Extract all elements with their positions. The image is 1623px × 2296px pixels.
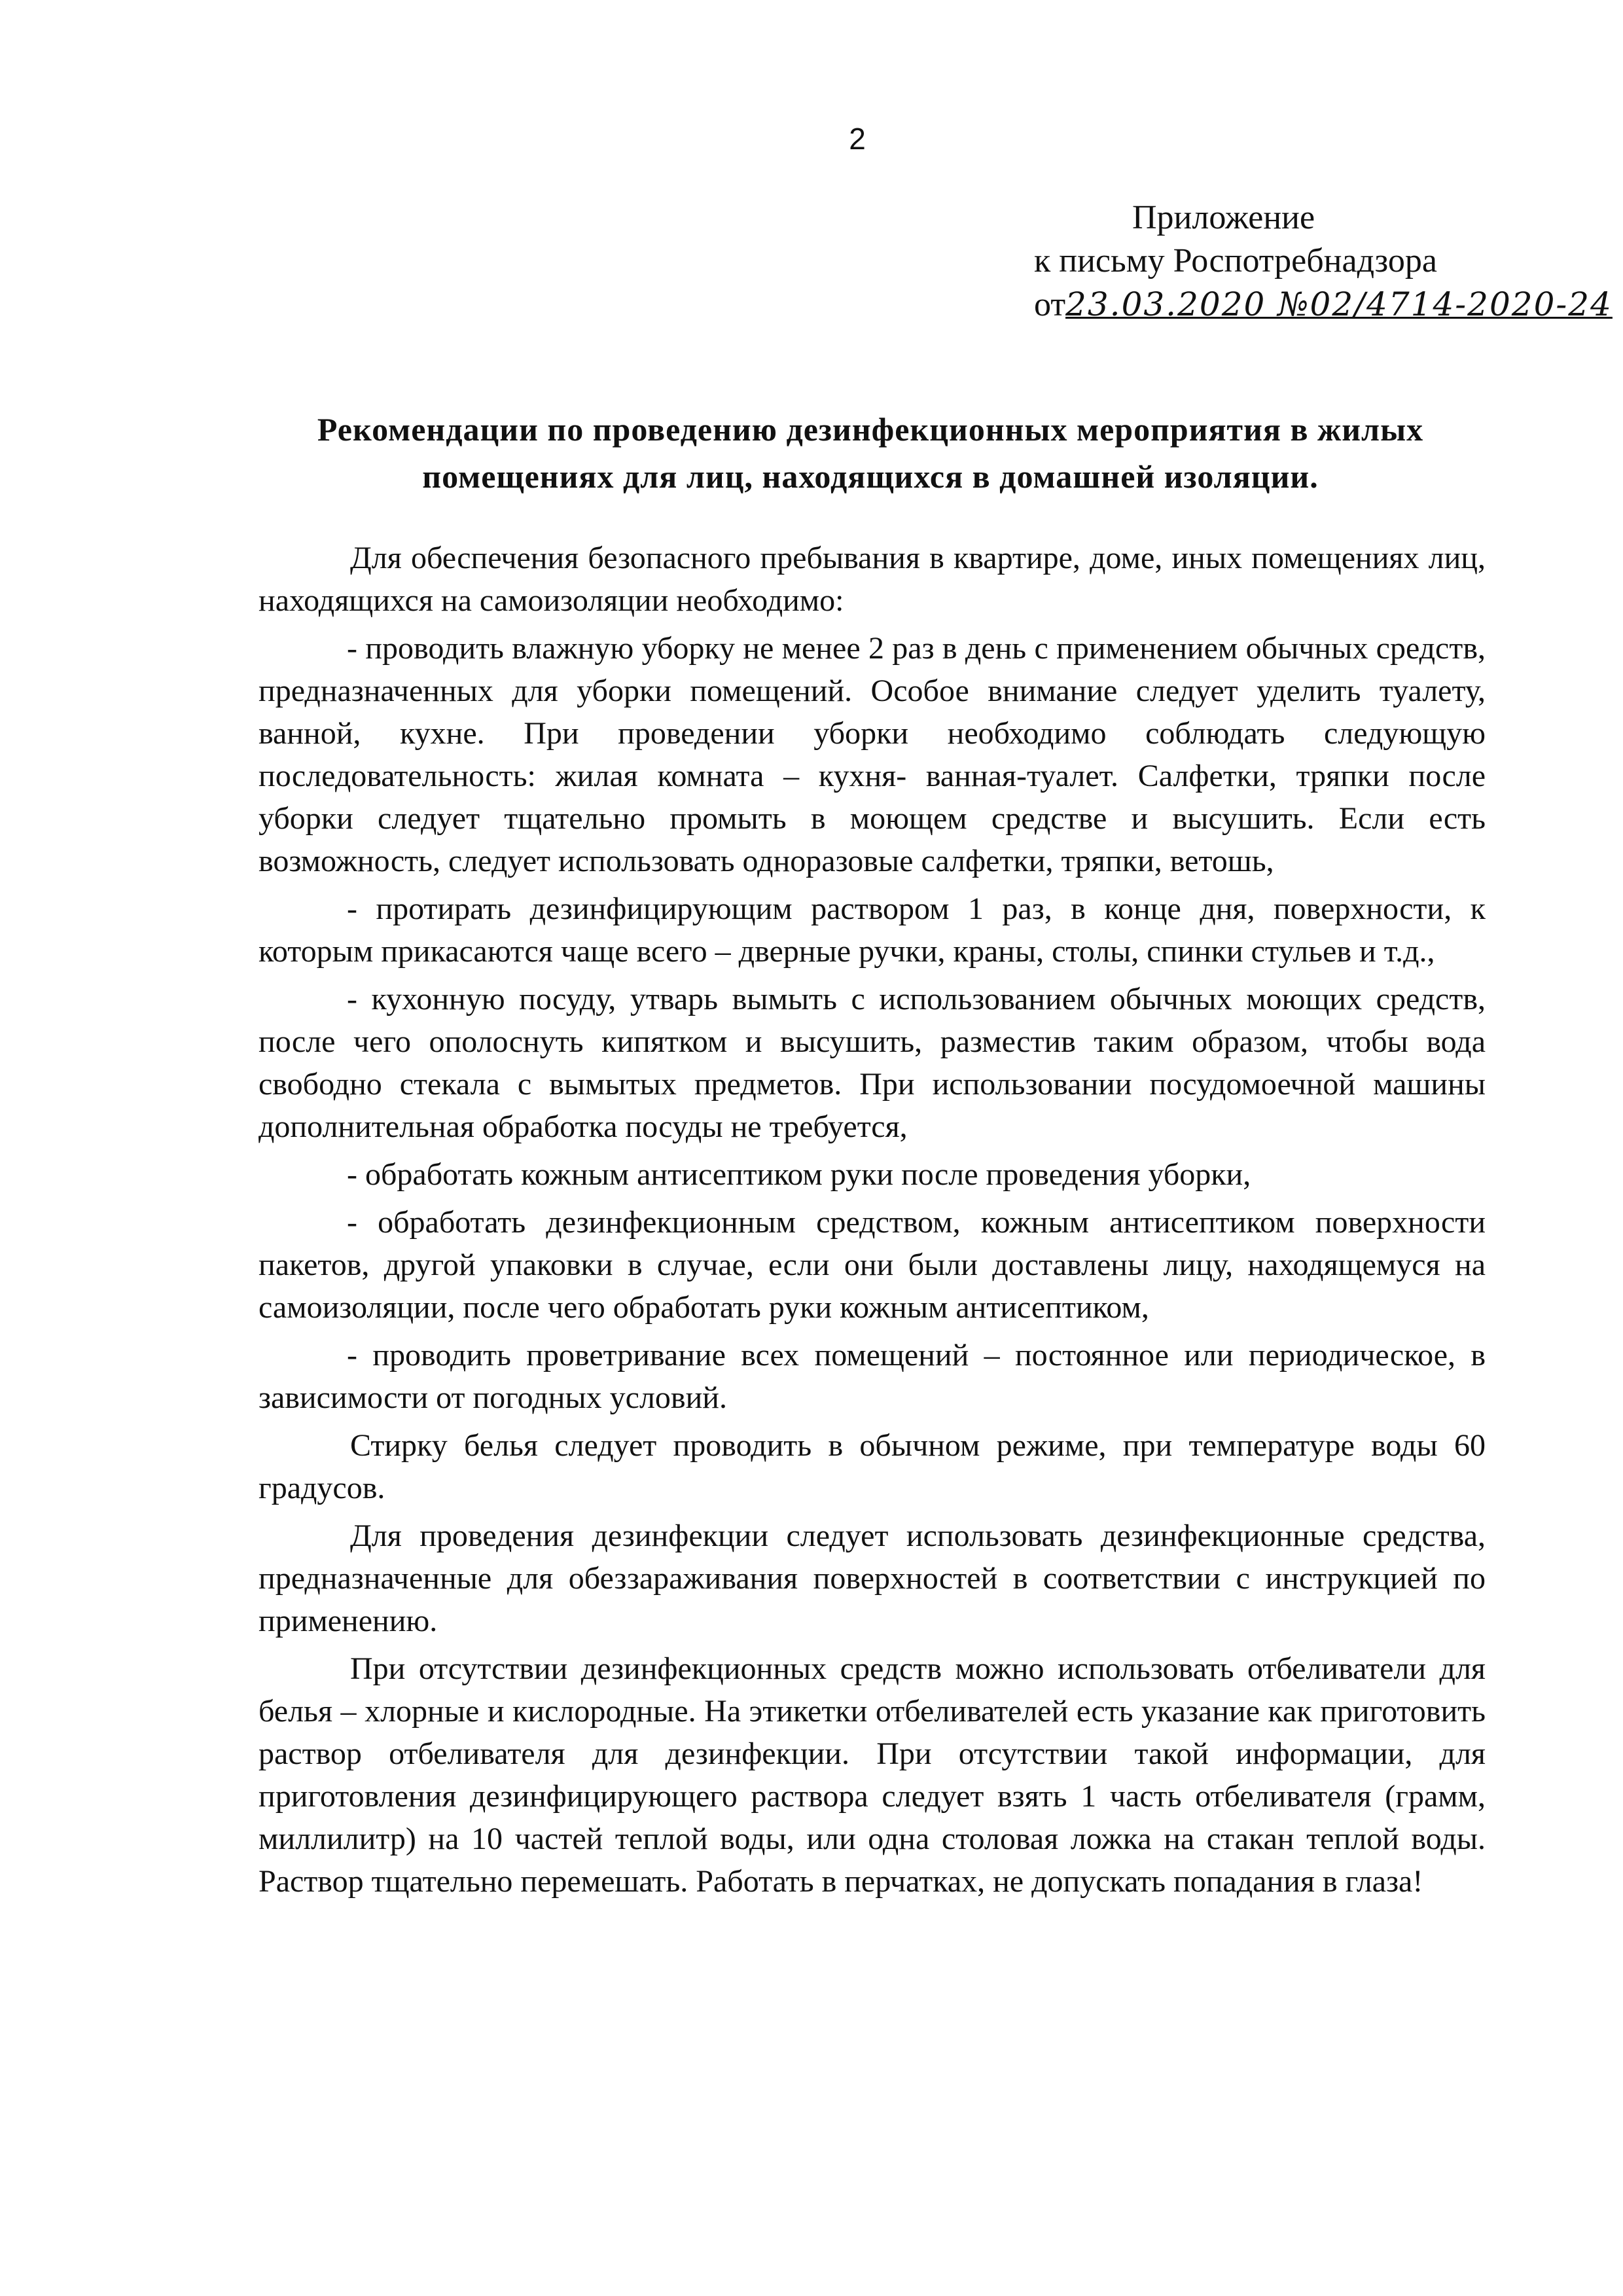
appendix-date-number [1008,283,1613,327]
page-number: 2 [849,122,866,156]
paragraph-bleach: При отсутствии дезинфекционных средств можно использовать отбеливатели для белья – хлорные и кислородные. На этикетки отбеливателей есть указание как приготовить раствор отбеливателя для дезинфекции. При отсутствии такой информации, для приготовления дезинфицирующего раствора следует взять 1 часть отбеливателя (грамм, миллилитр) на 10 частей теплой воды, или одна столовая ложка на стакан теплой воды. Раствор тщательно перемешать. Работать в перчатках, не допускать попадания в глаза! [259,1651,1486,1899]
title-line-1: Рекомендации по проведению дезинфекционных мероприятия в жилых [317,411,1424,448]
document-body [259,537,1486,1908]
paragraph-disinfectants: Для проведения дезинфекции следует использовать дезинфекционные средства, предназначенные для обеззараживания поверхностей в соответствии с инструкцией по применению. [259,1518,1486,1638]
paragraph-packages: - обработать дезинфекционным средством, кожным антисептиком поверхности пакетов, другой упаковки в случае, если они были доставлены лицу, находящемуся на самоизоляции, после чего обработать руки кожным антисептиком, [259,1205,1486,1325]
appendix-label: Приложение [1132,199,1315,236]
document-title [249,406,1492,500]
handwritten-date-number: 23.03.2020 №02/4714-2020-24 [1065,285,1613,323]
paragraph-laundry: Стирку белья следует проводить в обычном режиме, при температуре воды 60 градусов. [259,1428,1486,1505]
paragraph-hand-antiseptic: - обработать кожным антисептиком руки после проведения уборки, [347,1157,1251,1192]
paragraph-wipe-surfaces: - протирать дезинфицирующим раствором 1 раз, в конце дня, поверхности, к которым прикасаются чаще всего – дверные ручки, краны, столы, спинки стульев и т.д., [259,891,1486,969]
paragraph-kitchen-dishes: - кухонную посуду, утварь вымыть с использованием обычных моющих средств, после чего ополоснуть кипятком и высушить, разместив таким образом, чтобы вода свободно стекала с вымытых предметов. При использовании посудомоечной машины дополнительная обработка посуды не требуется, [259,982,1486,1144]
title-line-2: помещениях для лиц, находящихся в домашней изоляции. [422,458,1319,495]
paragraph-ventilation: - проводить проветривание всех помещений – постоянное или периодическое, в зависимости от погодных условий. [259,1338,1486,1415]
appendix-date-prefix: от [1034,286,1066,323]
appendix-header [1008,196,1613,327]
appendix-letter-ref: к письму Роспотребнадзора [1034,242,1437,279]
paragraph-intro: Для обеспечения безопасного пребывания в квартире, доме, иных помещениях лиц, находящихся на самоизоляции необходимо: [259,541,1486,618]
paragraph-wet-cleaning: - проводить влажную уборку не менее 2 раз в день с применением обычных средств, предназначенных для уборки помещений. Особое внимание следует уделить туалету, ванной, кухне. При проведении уборки необходимо соблюдать следующую последовательность: жилая комната – кухня- ванная-туалет. Салфетки, тряпки после уборки следует тщательно промыть в моющем средстве и высушить. Если есть возможность, следует использовать одноразовые салфетки, тряпки, ветошь, [259,631,1486,878]
